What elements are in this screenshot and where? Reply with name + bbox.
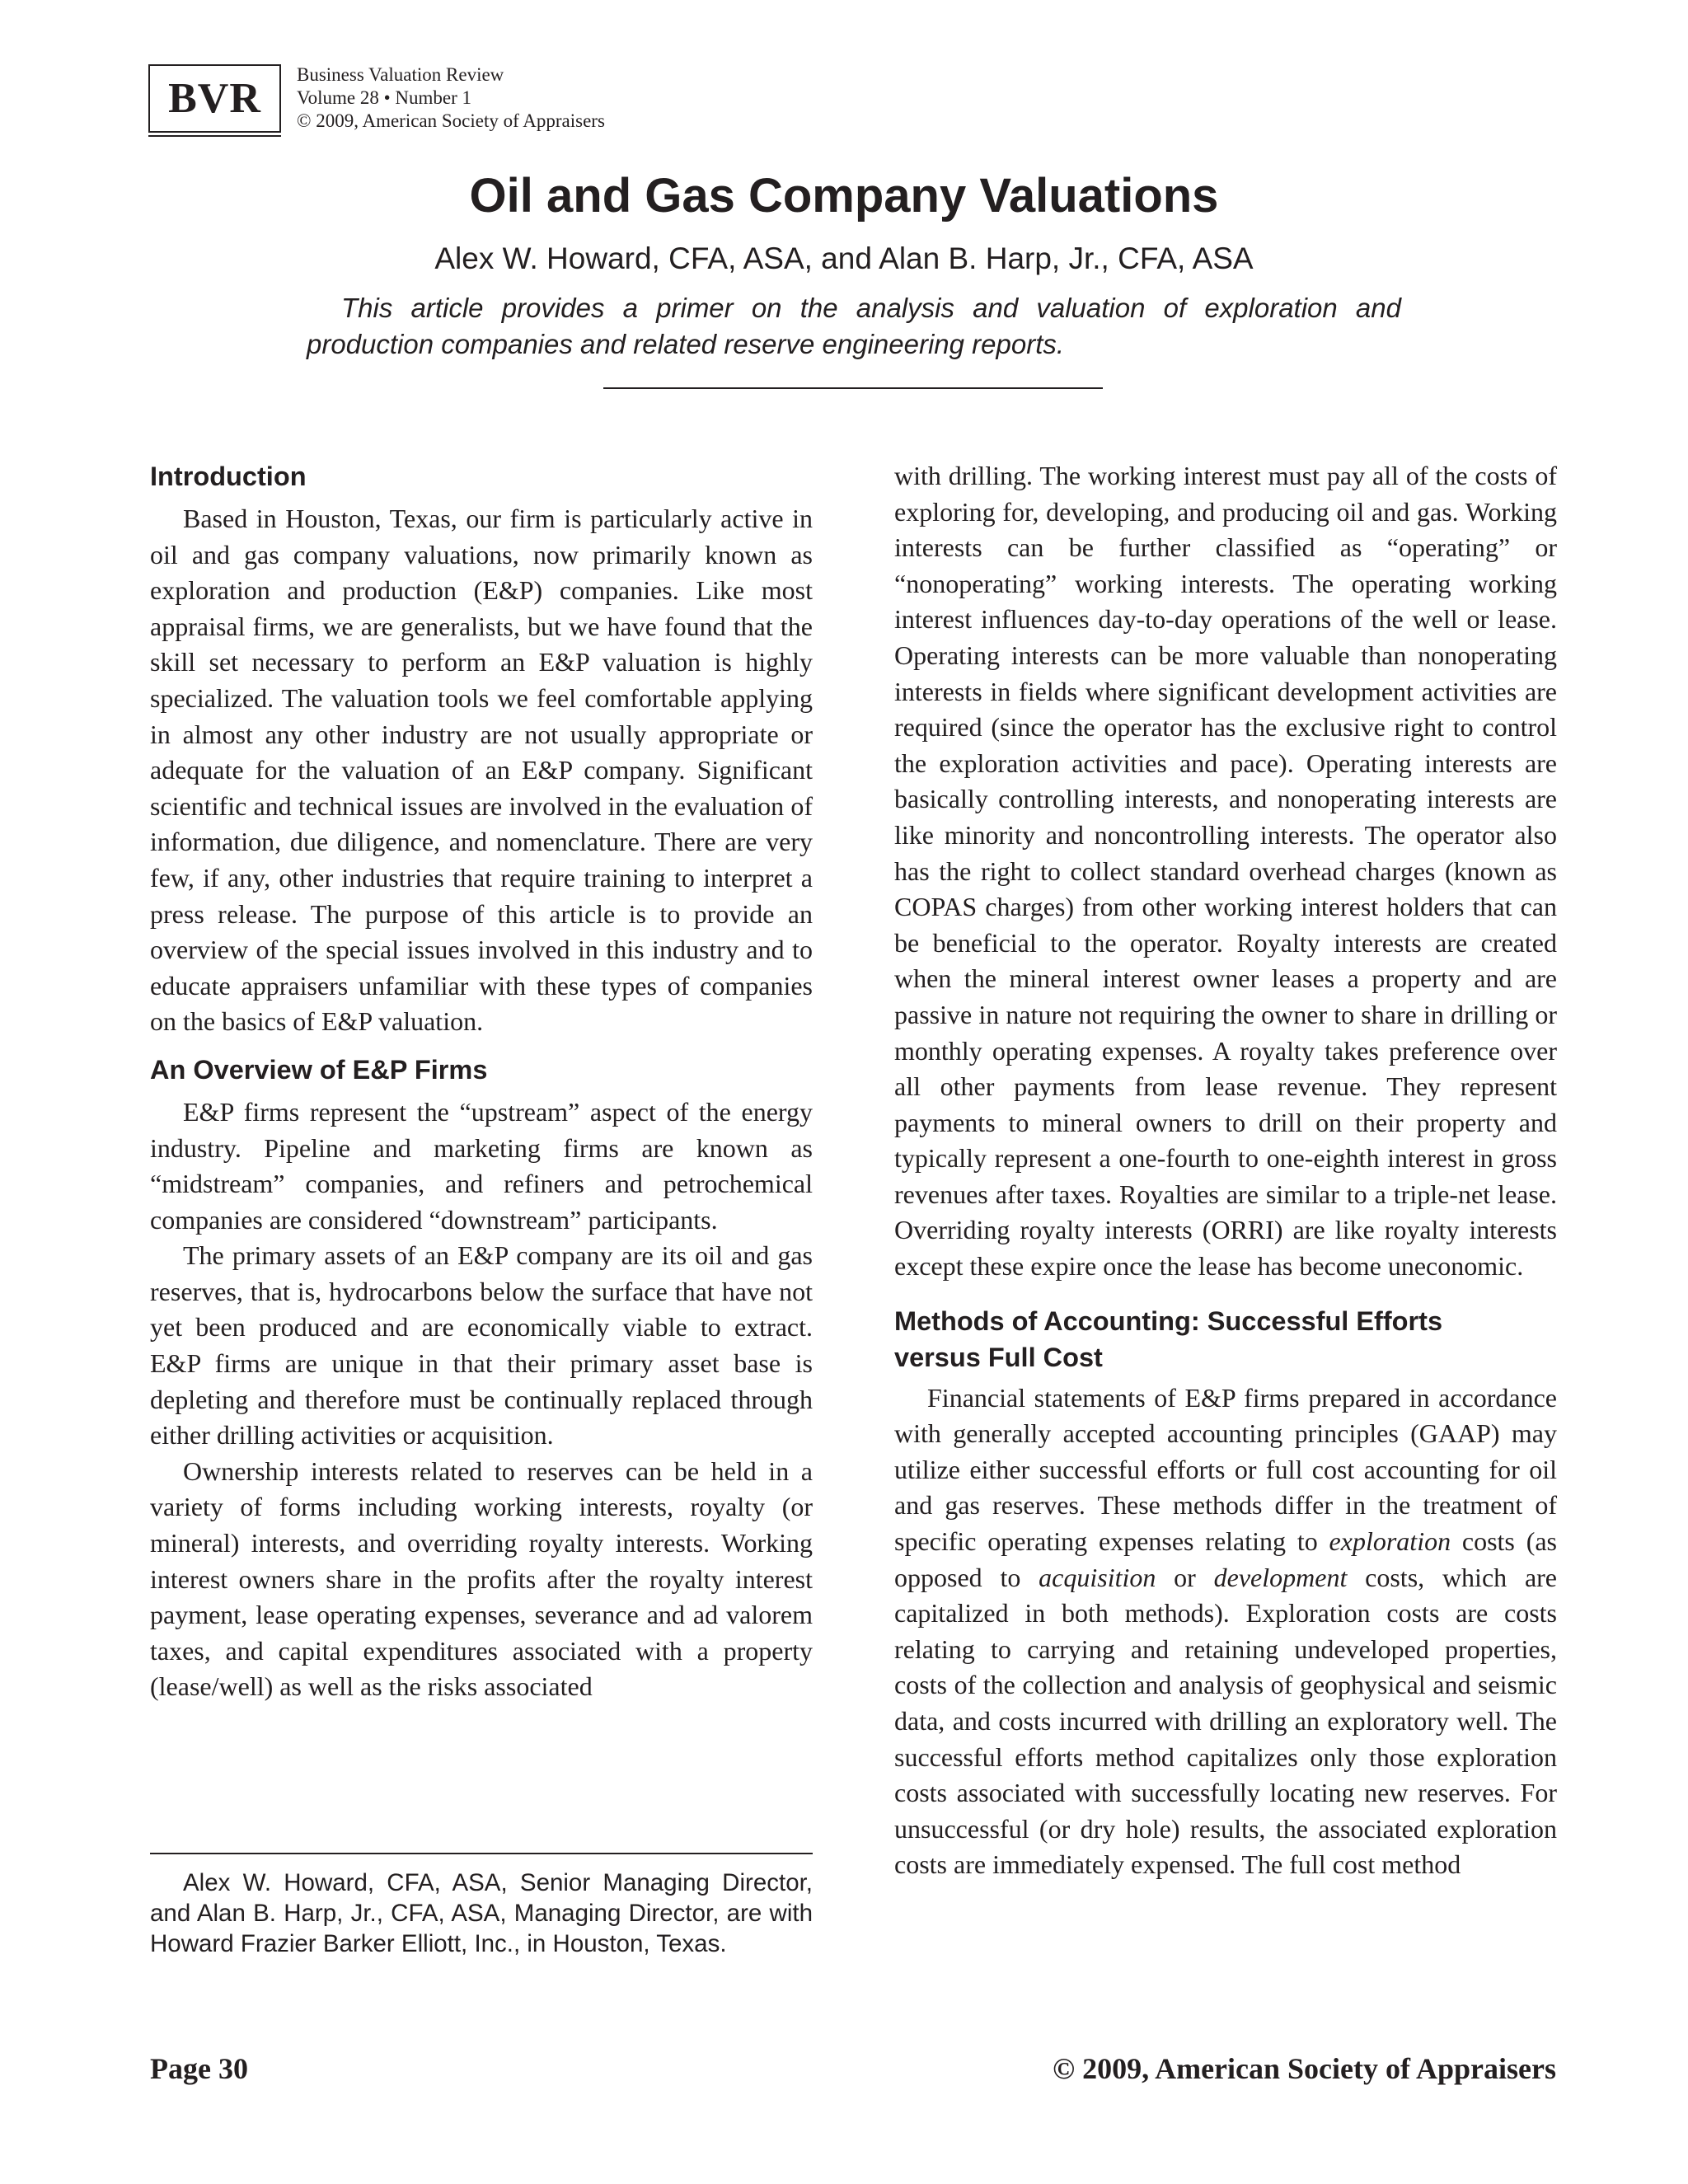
accounting-methods-paragraph (894, 1380, 1557, 1883)
accounting-text-a: Financial statements of E&P firms prepared in accordance with generally accepted accounting principles (GAAP) may utilize either successful efforts or full cost accounting for oil and gas reserves. These methods differ in the treatment of specific operating expenses relating to (894, 1382, 1557, 1557)
journal-info (297, 63, 709, 133)
accounting-text-c: or (1156, 1562, 1214, 1592)
accounting-text-d: costs, which are capitalized in both methods). Exploration costs are costs relating to carrying and retaining undeveloped properties, costs of the collection and analysis of geophysical and seismic data, and costs incurred with drilling an exploratory well. The successful efforts method capitalizes only those exploration costs associated with successfully locating new reserves. For unsuccessful (or dry hole) results, the associated exploration costs are immediately expensed. The full cost method (894, 1562, 1558, 1880)
left-column (150, 458, 813, 1705)
page-number: Page 30 (150, 2052, 248, 2085)
term-acquisition: acquisition (1039, 1562, 1156, 1592)
accounting-methods-heading-line-2: versus Full Cost (894, 1342, 1103, 1372)
accounting-text-b: costs (as opposed to (894, 1526, 1558, 1592)
title-divider (603, 387, 1103, 389)
journal-volume: Volume 28 • Number 1 (297, 87, 472, 108)
overview-paragraph-3: Ownership interests related to reserves can be held in a variety of forms including working interests, royalty (or mineral) interests, and overriding royalty interests. Working interest owners share in the profits after the royalty interest payment, lease operating expenses, severance and ad valorem taxes, and capital expenditures associated with a property (lease/well) as well as the risks associated (150, 1455, 813, 1702)
accounting-methods-heading-line-1: Methods of Accounting: Successful Efforts (894, 1305, 1443, 1336)
overview-paragraph-2: The primary assets of an E&P company are its oil and gas reserves, that is, hydrocarbons below the surface that have not yet been produced and are economically viable to extract. E&P firms are unique in that their primary asset base is depleting and therefore must be continually replaced through either drilling activities or acquisition. (150, 1240, 813, 1451)
journal-logo: BVR (148, 64, 281, 133)
journal-name: Business Valuation Review (297, 64, 504, 85)
author-footnote: Alex W. Howard, CFA, ASA, Senior Managing Director, and Alan B. Harp, Jr., CFA, ASA, Managing Director, are with Howard Frazier Barker Elliott, Inc., in Houston, Texas. (150, 1869, 813, 1957)
introduction-paragraph: Based in Houston, Texas, our firm is particularly active in oil and gas company valuations, now primarily known as exploration and production (E&P) companies. Like most appraisal firms, we are generalists, but we have found that the skill set necessary to perform an E&P valuation is highly specialized. The valuation tools we feel comfortable applying in almost any other industry are not usually appropriate or adequate for the valuation of an E&P company. Significant scientific and technical issues are involved in the evaluation of information, due diligence, and nomenclature. There are very few, if any, other industries that require training to interpret a press release. The purpose of this article is to provide an overview of the special issues involved in this industry and to educate appraisers unfamiliar with these types of companies on the basics of E&P valuation. (150, 504, 813, 1037)
journal-copyright: © 2009, American Society of Appraisers (297, 110, 605, 131)
overview-heading: An Overview of E&P Firms (150, 1054, 488, 1085)
article-abstract: This article provides a primer on the analysis and valuation of exploration and production companies and related reserve engineering reports. (307, 293, 1401, 359)
term-exploration: exploration (1329, 1526, 1451, 1557)
accounting-methods-heading (894, 1303, 1557, 1376)
introduction-heading: Introduction (150, 462, 307, 491)
article-title: Oil and Gas Company Valuations (469, 169, 1219, 223)
overview-paragraph-1: E&P firms represent the “upstream” aspect of the energy industry. Pipeline and marketing firms are known as “midstream” companies, and refiners and petrochemical companies are considered “downstream” participants. (150, 1096, 813, 1235)
term-development: development (1213, 1562, 1348, 1592)
right-column (894, 458, 1557, 1883)
ownership-continued-paragraph: with drilling. The working interest must pay all of the costs of exploring for, developing, and producing oil and gas. Working interests can be further classified as “operating” or “nonoperating” working interests. The operating working interest influences day-to-day operations of the well or lease. Operating interests can be more valuable than nonoperating interests in fields where significant development activities are required (since the operator has the exclusive right to control the exploration activities and pace). Operating interests are basically controlling interests, and nonoperating interests are like minority and noncontrolling interests. The operator also has the right to collect standard overhead charges (known as COPAS charges) from other working interest holders that can be beneficial to the operator. Royalty interests are created when the mineral interest owner leases a property and are passive in nature not requiring the owner to share in drilling or monthly operating expenses. A royalty takes preference over all other payments from lease revenue. They represent payments to mineral owners to drill on their property and typically represent a one-fourth to one-eighth interest in gross revenues after taxes. Royalties are similar to a triple-net lease. Overriding royalty interests (ORRI) are like royalty interests except these expire once the lease has become uneconomic. (894, 461, 1557, 1282)
footnote-divider (150, 1853, 813, 1854)
footer-copyright: © 2009, American Society of Appraisers (1053, 2052, 1556, 2085)
article-authors: Alex W. Howard, CFA, ASA, and Alan B. Harp, Jr., CFA, ASA (434, 241, 1254, 275)
